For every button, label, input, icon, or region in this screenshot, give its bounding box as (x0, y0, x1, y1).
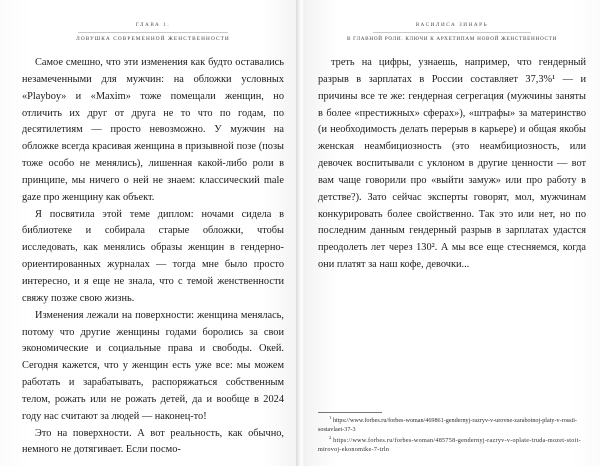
footnote-text: https://www.forbes.ru/forbes-woman/469861-gendernyj-razryv-v-urovne-zarabotnoj-platy-v-rossii-sostavlaet-37-3 (318, 418, 578, 434)
chapter-label: ГЛАВА 1. (135, 22, 171, 28)
paragraph: Я посвятила этой теме диплом: ночами сидела в библиотеке и собирала старые обложки, чтобы исследовать, как менялись образы женщин в гендерно-ориентированных журналах — тогда мне было просто интересно, и я еще не знала, что с темой женственности свяжу позже свою жизнь. (22, 208, 284, 304)
paragraph: Изменения лежали на поверхности: женщина менялась, потому что другие женщины годами боролись за свои экономические и социальные права и свободы. Окей. Сегодня кажется, что у женщин есть уже все: мы можем работать и зарабатывать, распоряжаться собственным телом, рожать или не рожать детей, да и вообще в 2024 году нас считают за людей — наконец-то! (22, 309, 284, 422)
running-head-rule (373, 32, 531, 33)
left-running-head (22, 22, 284, 42)
footnote-marker: 1 (329, 415, 332, 421)
footnote-section (318, 412, 586, 457)
footnote-marker: 2 (329, 435, 332, 441)
footnote-item (318, 417, 586, 435)
paragraph: Самое смешно, что эти изменения как будто оставались незамеченными для мужчин: на обложки условных «Playboy» и «Maxim» тоже помещали женщин, но отличить их друг от друга не то что по годам, по десятилетиям — просто невозможно. У мужчин на обложке всегда красивая женщина в призывной позе (позы тоже особо не менялись), лишенная какой-либо роли в принципе, мы ничего о ней не знаем: классический male gaze про женщину как объект. (22, 57, 284, 203)
right-body-text (318, 55, 586, 274)
footnote-item (318, 437, 586, 455)
paragraph: треть на цифры, узнаешь, например, что гендерный разрыв в зарплатах в России составляет 37,3%¹ — и причины все те же: гендерная сегрегация (мужчины заняты в более «престижных» сферах»), «штрафы» за материнство (и необходимость делать перерыв в карьере) и общая якобы женская неамбициозность (это неамбициозность, или девочек воспитывали с уклоном в другие ценности — вот вам чаще говорили про «выйти замуж» или про работу в детстве?). Зато сейчас эксперты говорят, мол, мужчинам конкурировать более свойственно. Так это или нет, но по последним данным гендерный разрыв в зарплатах удастся преодолеть лет через 130². А мы все еще стесняемся, когда они платят за наш кофе, девочки... (318, 57, 586, 271)
running-head-rule (78, 32, 228, 33)
right-running-head (318, 22, 586, 42)
chapter-title: ЛОВУШКА СОВРЕМЕННОЙ ЖЕНСТВЕННОСТИ (76, 36, 230, 42)
author-label: ВАСИЛИСА ЗИНАРЬ (415, 22, 489, 28)
book-title: В ГЛАВНОЙ РОЛИ. КЛЮЧИ К АРХЕТИПАМ НОВОЙ ЖЕНСТВЕННОСТИ (346, 36, 558, 42)
left-body-text (22, 55, 284, 459)
paragraph: Это на поверхности. А вот реальность, как обычно, немного не дотягивает. Если посмо- (22, 427, 284, 456)
footnote-separator-rule (318, 412, 382, 413)
footnote-text: https://www.forbes.ru/forbes-woman/485758-gendernyj-razryv-v-oplate-truda-mozet-stoit-mirovoj-ekonomike-7-trln (318, 438, 581, 454)
right-page (300, 0, 600, 466)
